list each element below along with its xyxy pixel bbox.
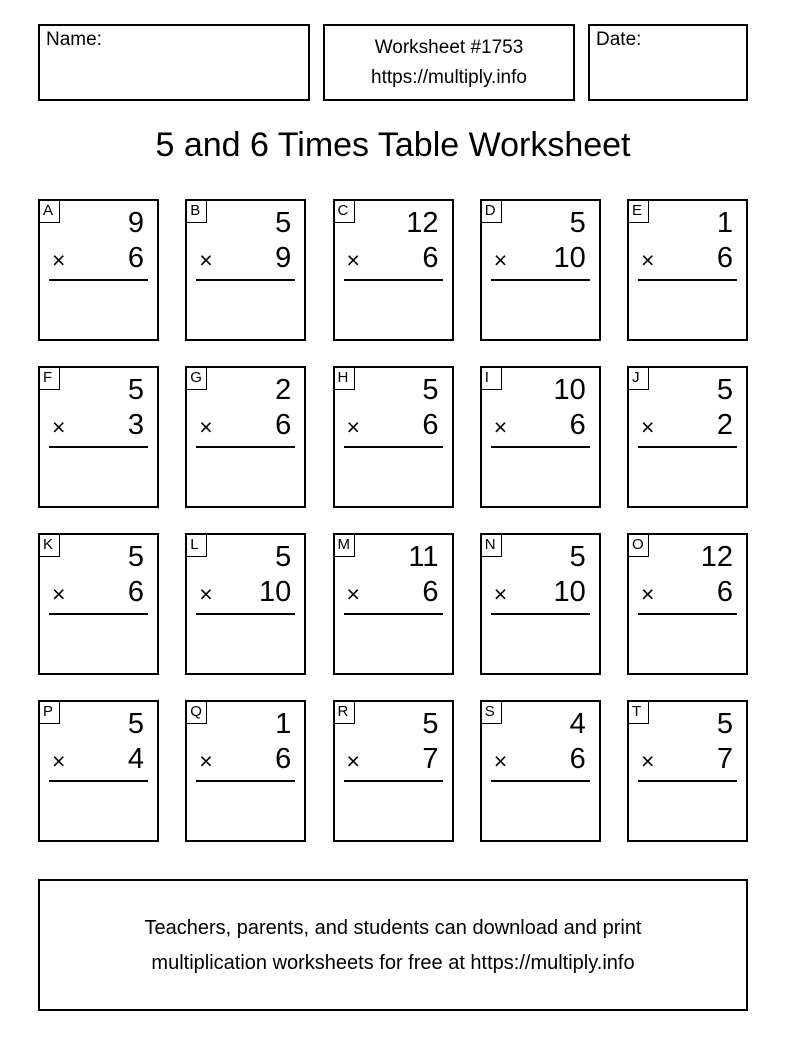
times-icon: × — [493, 581, 508, 607]
problem-label: R — [335, 702, 355, 724]
problem-label: J — [629, 368, 649, 390]
times-icon: × — [493, 748, 508, 774]
multiplier: 10 — [258, 576, 292, 608]
multiplier: 2 — [716, 409, 733, 441]
answer-line — [196, 780, 295, 782]
problem-card[interactable] — [185, 533, 306, 675]
footer-line-1: Teachers, parents, and students can download and print — [144, 917, 642, 939]
page-title: 5 and 6 Times Table Worksheet — [155, 126, 631, 164]
times-icon: × — [199, 748, 213, 774]
answer-line — [491, 780, 590, 782]
problem-label: G — [187, 368, 207, 390]
problem-card[interactable] — [333, 199, 454, 341]
answer-line — [196, 446, 295, 448]
name-field[interactable] — [38, 24, 310, 101]
footer-line-2: multiplication worksheets for free at https://multiply.info — [151, 952, 635, 974]
multiplicand: 1 — [716, 207, 733, 239]
times-icon: × — [641, 247, 655, 273]
times-icon: × — [52, 581, 66, 607]
date-label: Date: — [596, 29, 642, 50]
worksheet-id: Worksheet #1753 — [374, 37, 524, 58]
multiplier: 3 — [127, 409, 144, 441]
answer-line — [344, 279, 443, 281]
problem-card[interactable] — [480, 199, 601, 341]
problem-label: A — [40, 201, 60, 223]
multiplier: 7 — [422, 743, 439, 775]
multiplicand: 5 — [275, 541, 292, 573]
multiplier: 7 — [716, 743, 733, 775]
times-icon: × — [346, 414, 360, 440]
problem-label: P — [40, 702, 60, 724]
date-field[interactable] — [588, 24, 748, 101]
answer-line — [491, 446, 590, 448]
problem-card[interactable] — [627, 700, 748, 842]
answer-line — [638, 446, 737, 448]
problem-label: M — [335, 535, 355, 557]
problem-card[interactable] — [480, 700, 601, 842]
times-icon: × — [641, 581, 655, 607]
multiplier: 6 — [127, 242, 144, 274]
problem-card[interactable] — [185, 199, 306, 341]
times-icon: × — [493, 247, 508, 273]
answer-line — [638, 780, 737, 782]
multiplicand: 5 — [127, 374, 144, 406]
times-icon: × — [199, 581, 213, 607]
problem-label: N — [482, 535, 502, 557]
multiplicand: 5 — [275, 207, 292, 239]
times-icon: × — [346, 581, 360, 607]
times-icon: × — [346, 247, 360, 273]
worksheet-url: https://multiply.info — [371, 67, 527, 88]
name-label: Name: — [46, 29, 102, 50]
answer-line — [344, 446, 443, 448]
problem-label: O — [629, 535, 649, 557]
problem-card[interactable] — [38, 700, 159, 842]
multiplier: 6 — [569, 743, 586, 775]
problem-grid — [38, 199, 748, 842]
times-icon: × — [493, 414, 508, 440]
answer-line — [344, 780, 443, 782]
multiplicand: 5 — [127, 708, 144, 740]
problem-card[interactable] — [38, 199, 159, 341]
answer-line — [196, 279, 295, 281]
multiplicand: 9 — [127, 207, 144, 239]
multiplicand: 5 — [422, 374, 439, 406]
multiplicand: 12 — [700, 541, 733, 573]
times-icon: × — [346, 748, 360, 774]
problem-card[interactable] — [627, 199, 748, 341]
problem-card[interactable] — [480, 533, 601, 675]
multiplicand: 5 — [569, 541, 586, 573]
multiplicand: 2 — [275, 374, 292, 406]
times-icon: × — [641, 414, 655, 440]
multiplicand: 12 — [406, 207, 439, 239]
footer-note — [38, 879, 748, 1011]
multiplier: 6 — [127, 576, 144, 608]
problem-label: Q — [187, 702, 207, 724]
multiplier: 6 — [716, 242, 733, 274]
problem-card[interactable] — [480, 366, 601, 508]
problem-card[interactable] — [627, 533, 748, 675]
answer-line — [491, 613, 590, 615]
problem-card[interactable] — [38, 366, 159, 508]
problem-label: S — [482, 702, 502, 724]
problem-label: C — [335, 201, 355, 223]
problem-card[interactable] — [185, 366, 306, 508]
multiplier: 6 — [275, 409, 292, 441]
times-icon: × — [52, 748, 66, 774]
multiplier: 10 — [553, 576, 586, 608]
answer-line — [196, 613, 295, 615]
answer-line — [491, 279, 590, 281]
multiplicand: 5 — [716, 708, 733, 740]
times-icon: × — [199, 414, 213, 440]
times-icon: × — [52, 414, 66, 440]
problem-label: K — [40, 535, 60, 557]
problem-card[interactable] — [333, 366, 454, 508]
multiplicand: 5 — [422, 708, 439, 740]
multiplicand: 5 — [127, 541, 144, 573]
multiplicand: 10 — [553, 374, 586, 406]
multiplicand: 5 — [569, 207, 586, 239]
times-icon: × — [199, 247, 213, 273]
multiplicand: 11 — [408, 541, 439, 573]
answer-line — [49, 279, 148, 281]
multiplier: 6 — [569, 409, 586, 441]
multiplicand: 4 — [569, 708, 586, 740]
problem-label: H — [335, 368, 355, 390]
times-icon: × — [52, 247, 66, 273]
problem-card[interactable] — [333, 700, 454, 842]
problem-card[interactable] — [185, 700, 306, 842]
answer-line — [638, 613, 737, 615]
times-icon: × — [641, 748, 655, 774]
problem-label: F — [40, 368, 60, 390]
problem-label: E — [629, 201, 649, 223]
worksheet-info-box — [323, 24, 575, 101]
problem-card[interactable] — [333, 533, 454, 675]
multiplier: 4 — [127, 743, 144, 775]
multiplicand: 1 — [275, 708, 292, 740]
answer-line — [49, 446, 148, 448]
multiplier: 6 — [422, 409, 439, 441]
multiplier: 9 — [275, 242, 292, 274]
multiplier: 6 — [716, 576, 733, 608]
multiplier: 6 — [275, 743, 292, 775]
problem-label: T — [629, 702, 649, 724]
answer-line — [49, 780, 148, 782]
problem-label: L — [187, 535, 207, 557]
problem-label: I — [482, 368, 502, 390]
problem-label: D — [482, 201, 502, 223]
multiplicand: 5 — [716, 374, 733, 406]
multiplier: 6 — [422, 576, 439, 608]
answer-line — [638, 279, 737, 281]
multiplier: 10 — [553, 242, 586, 274]
answer-line — [344, 613, 443, 615]
problem-label: B — [187, 201, 207, 223]
problem-card[interactable] — [38, 533, 159, 675]
answer-line — [49, 613, 148, 615]
multiplier: 6 — [422, 242, 439, 274]
problem-card[interactable] — [627, 366, 748, 508]
